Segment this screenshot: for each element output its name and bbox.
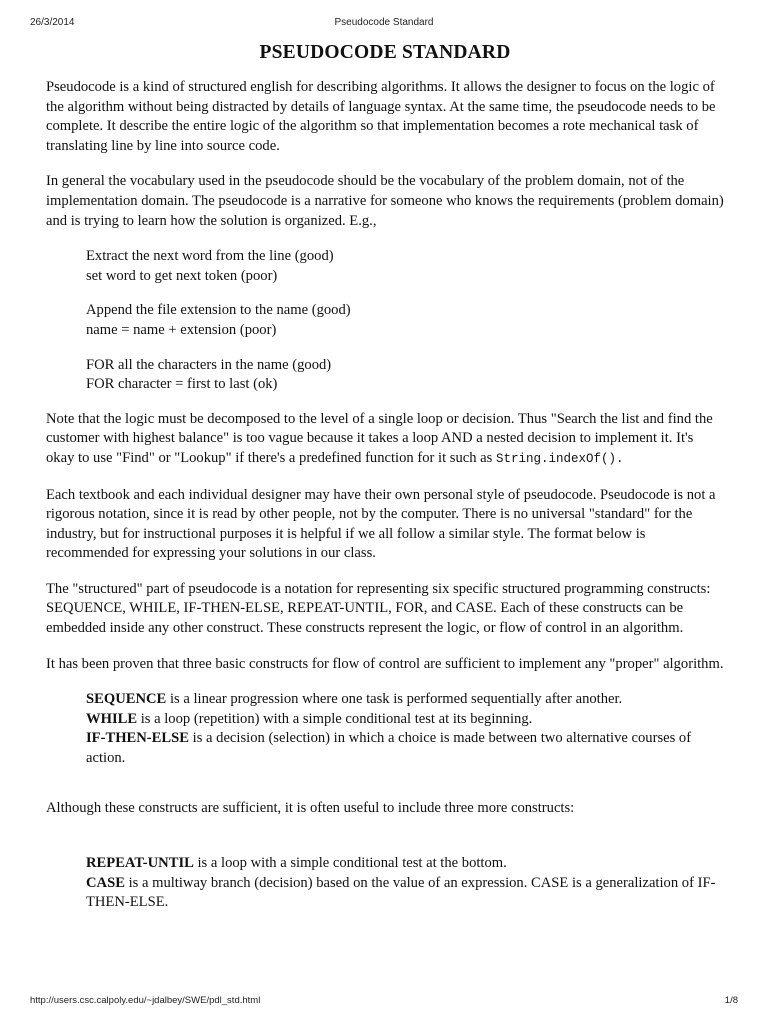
construct-desc: is a decision (selection) in which a choice is made between two alternative courses of action. <box>86 730 692 767</box>
example-good-line: Append the file extension to the name (good) <box>86 302 351 319</box>
print-footer <box>30 995 738 1009</box>
construct-desc: is a loop (repetition) with a simple conditional test at its beginning. <box>137 710 533 727</box>
vocabulary-paragraph: In general the vocabulary used in the pseudocode should be the vocabulary of the problem domain, not of the implementation domain. The pseudocode is a narrative for someone who knows the requirements (problem domain) and is trying to learn how the solution is organized. E.g., <box>46 173 724 229</box>
intro-paragraph: Pseudocode is a kind of structured english for describing algorithms. It allows the designer to focus on the logic of the algorithm without being distracted by details of language syntax. At the same time, the pseudocode needs to be complete. It describe the entire logic of the algorithm so that implementation becomes a rote mechanical task of translating line by line into source code. <box>46 79 716 154</box>
construct-desc: is a loop with a simple conditional test at the bottom. <box>193 855 507 872</box>
more-constructs-list <box>86 852 724 913</box>
construct-sequence <box>86 690 724 710</box>
example-good-line: Extract the next word from the line (good) <box>86 248 334 265</box>
construct-term: IF-THEN-ELSE <box>86 730 189 747</box>
more-constructs-paragraph: Although these constructs are sufficient, it is often useful to include three more constructs: <box>46 799 575 816</box>
construct-if-then-else <box>86 729 724 768</box>
construct-term: SEQUENCE <box>86 691 167 708</box>
decomposition-text: Note that the logic must be decomposed to the level of a single loop or decision. Thus "Search the list and find the customer with highest balance" is too vague because it takes a loop AND a nested decision to implement it. It's okay to use "Find" or "Lookup" if there's a predefined function for it such as <box>46 410 713 466</box>
page-title: PSEUDOCODE STANDARD <box>259 42 511 63</box>
proof-paragraph: It has been proven that three basic constructs for flow of control are sufficient to implement any "proper" algorithm. <box>46 655 724 672</box>
construct-repeat-until <box>86 854 724 874</box>
example-poor-line: name = name + extension (poor) <box>86 321 277 338</box>
structured-paragraph: The "structured" part of pseudocode is a notation for representing six specific structured programming constructs: SEQUENCE, WHILE, IF-THEN-ELSE, REPEAT-UNTIL, FOR, and CASE. Each of these constructs can be embedded inside any other construct. These constructs represent the logic, or flow of control in an algorithm. <box>46 580 711 637</box>
print-title: Pseudocode Standard <box>334 17 434 28</box>
code-snippet: String.indexOf(). <box>495 451 624 466</box>
basic-constructs-list <box>86 688 724 768</box>
style-paragraph: Each textbook and each individual designer may have their own personal style of pseudocode. Pseudocode is not a rigorous notation, since it is read by other people, not by the computer. There is no universal "standard" for the industry, but for instructional purposes it is helpful if we all follow a similar style. The format below is recommended for expressing your solutions in our class. <box>46 486 716 562</box>
page-number: 1/8 <box>724 995 738 1006</box>
example-poor-line: set word to get next token (poor) <box>86 267 278 284</box>
example-block-2 <box>86 301 724 340</box>
example-block-3 <box>86 356 724 395</box>
construct-term: CASE <box>86 874 125 891</box>
print-header <box>30 17 738 31</box>
construct-desc: is a linear progression where one task is performed sequentially after another. <box>166 691 623 708</box>
example-block-1 <box>86 247 724 286</box>
construct-term: WHILE <box>86 710 138 727</box>
decomposition-paragraph <box>46 410 724 470</box>
construct-while <box>86 710 724 730</box>
example-ok-line: FOR character = first to last (ok) <box>86 376 278 393</box>
print-date: 26/3/2014 <box>30 17 75 28</box>
document-body <box>46 40 724 913</box>
construct-desc: is a multiway branch (decision) based on the value of an expression. CASE is a generalization of IF-THEN-ELSE. <box>86 874 716 911</box>
construct-term: REPEAT-UNTIL <box>86 855 194 872</box>
source-url: http://users.csc.calpoly.edu/~jdalbey/SWE/pdl_std.html <box>30 995 261 1006</box>
construct-case <box>86 874 724 913</box>
example-good-line: FOR all the characters in the name (good) <box>86 356 332 373</box>
